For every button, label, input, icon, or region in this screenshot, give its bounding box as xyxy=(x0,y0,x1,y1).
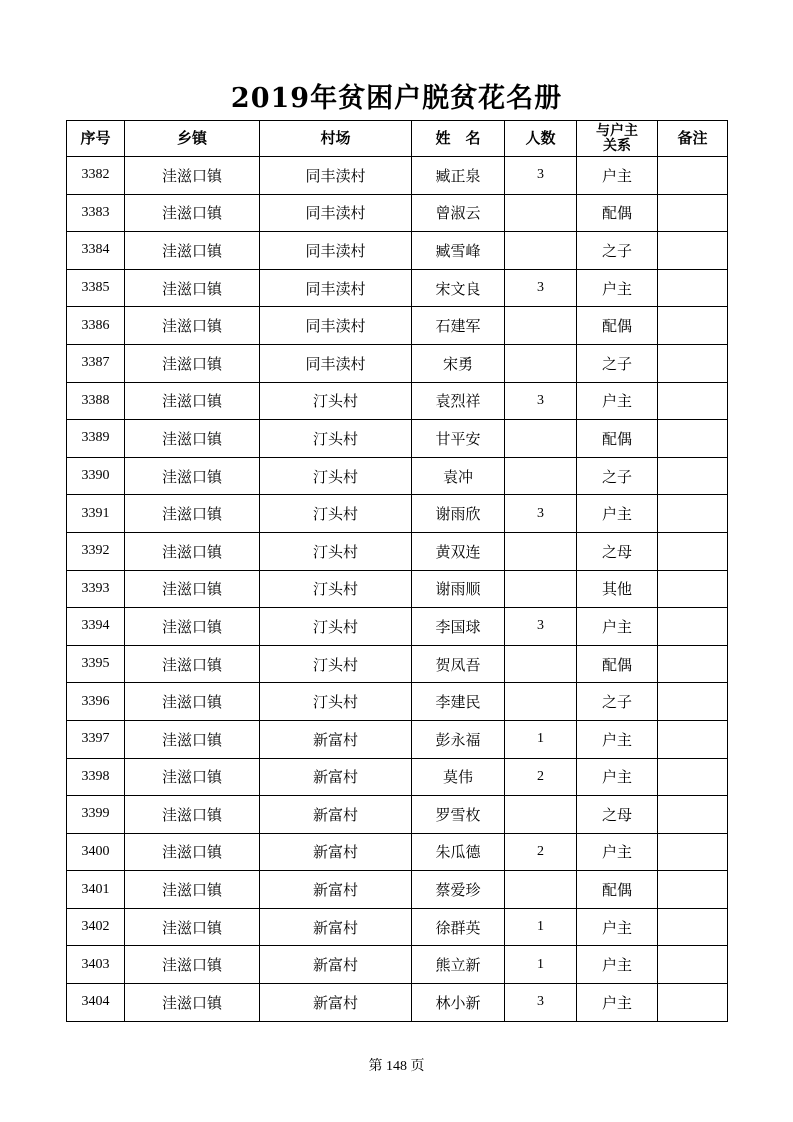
cell-village: 新富村 xyxy=(260,720,412,758)
cell-count xyxy=(505,344,577,382)
cell-village: 同丰渎村 xyxy=(260,307,412,345)
cell-town: 洼滋口镇 xyxy=(125,645,260,683)
cell-relation: 户主 xyxy=(577,495,658,533)
cell-count: 3 xyxy=(505,382,577,420)
cell-seq: 3396 xyxy=(67,683,125,721)
table-row xyxy=(67,833,728,871)
cell-relation: 之子 xyxy=(577,457,658,495)
cell-seq: 3397 xyxy=(67,720,125,758)
cell-town: 洼滋口镇 xyxy=(125,194,260,232)
cell-seq: 3401 xyxy=(67,871,125,909)
table-row xyxy=(67,495,728,533)
cell-note xyxy=(658,608,728,646)
cell-town: 洼滋口镇 xyxy=(125,683,260,721)
cell-relation: 户主 xyxy=(577,382,658,420)
cell-town: 洼滋口镇 xyxy=(125,908,260,946)
cell-count: 2 xyxy=(505,833,577,871)
cell-village: 新富村 xyxy=(260,796,412,834)
cell-seq: 3387 xyxy=(67,344,125,382)
cell-village: 汀头村 xyxy=(260,645,412,683)
cell-relation: 户主 xyxy=(577,720,658,758)
cell-seq: 3394 xyxy=(67,608,125,646)
cell-count xyxy=(505,796,577,834)
cell-village: 同丰渎村 xyxy=(260,194,412,232)
cell-village: 汀头村 xyxy=(260,608,412,646)
cell-note xyxy=(658,157,728,195)
table-row xyxy=(67,908,728,946)
cell-count xyxy=(505,194,577,232)
header-count: 人数 xyxy=(505,121,577,157)
cell-name: 熊立新 xyxy=(412,946,505,984)
cell-name: 宋文良 xyxy=(412,269,505,307)
cell-village: 汀头村 xyxy=(260,683,412,721)
cell-village: 汀头村 xyxy=(260,570,412,608)
cell-relation: 户主 xyxy=(577,908,658,946)
cell-name: 曾淑云 xyxy=(412,194,505,232)
cell-seq: 3386 xyxy=(67,307,125,345)
table-row xyxy=(67,984,728,1022)
table-row xyxy=(67,946,728,984)
cell-note xyxy=(658,570,728,608)
cell-count xyxy=(505,645,577,683)
cell-name: 贺凤吾 xyxy=(412,645,505,683)
cell-seq: 3403 xyxy=(67,946,125,984)
cell-note xyxy=(658,495,728,533)
cell-note xyxy=(658,457,728,495)
cell-village: 新富村 xyxy=(260,946,412,984)
cell-name: 袁烈祥 xyxy=(412,382,505,420)
cell-seq: 3398 xyxy=(67,758,125,796)
cell-seq: 3384 xyxy=(67,232,125,270)
cell-seq: 3400 xyxy=(67,833,125,871)
table-row xyxy=(67,570,728,608)
table-row xyxy=(67,194,728,232)
cell-relation: 配偶 xyxy=(577,194,658,232)
cell-note xyxy=(658,833,728,871)
cell-note xyxy=(658,269,728,307)
header-seq: 序号 xyxy=(67,121,125,157)
roster-table xyxy=(66,120,728,1022)
cell-name: 甘平安 xyxy=(412,420,505,458)
cell-name: 李国球 xyxy=(412,608,505,646)
cell-relation: 配偶 xyxy=(577,420,658,458)
cell-note xyxy=(658,382,728,420)
cell-town: 洼滋口镇 xyxy=(125,307,260,345)
cell-note xyxy=(658,908,728,946)
cell-town: 洼滋口镇 xyxy=(125,984,260,1022)
cell-name: 石建军 xyxy=(412,307,505,345)
table-row xyxy=(67,720,728,758)
cell-village: 新富村 xyxy=(260,984,412,1022)
cell-town: 洼滋口镇 xyxy=(125,420,260,458)
cell-count: 3 xyxy=(505,495,577,533)
cell-village: 新富村 xyxy=(260,758,412,796)
cell-name: 臧正泉 xyxy=(412,157,505,195)
header-name: 姓 名 xyxy=(412,121,505,157)
cell-count xyxy=(505,232,577,270)
table-row xyxy=(67,683,728,721)
cell-count: 2 xyxy=(505,758,577,796)
cell-note xyxy=(658,194,728,232)
cell-town: 洼滋口镇 xyxy=(125,720,260,758)
cell-village: 新富村 xyxy=(260,871,412,909)
cell-seq: 3382 xyxy=(67,157,125,195)
cell-seq: 3393 xyxy=(67,570,125,608)
cell-note xyxy=(658,720,728,758)
cell-village: 同丰渎村 xyxy=(260,269,412,307)
cell-count xyxy=(505,420,577,458)
cell-count: 3 xyxy=(505,157,577,195)
cell-town: 洼滋口镇 xyxy=(125,758,260,796)
cell-relation: 配偶 xyxy=(577,871,658,909)
cell-count: 3 xyxy=(505,984,577,1022)
cell-town: 洼滋口镇 xyxy=(125,608,260,646)
cell-seq: 3388 xyxy=(67,382,125,420)
cell-village: 汀头村 xyxy=(260,457,412,495)
table-row xyxy=(67,871,728,909)
header-relation-line1: 与户主 xyxy=(596,122,638,139)
cell-relation: 配偶 xyxy=(577,645,658,683)
header-village: 村场 xyxy=(260,121,412,157)
header-relation xyxy=(577,121,658,157)
cell-note xyxy=(658,984,728,1022)
cell-name: 袁冲 xyxy=(412,457,505,495)
cell-town: 洼滋口镇 xyxy=(125,344,260,382)
cell-town: 洼滋口镇 xyxy=(125,269,260,307)
header-relation-line2: 关系 xyxy=(603,137,631,154)
cell-note xyxy=(658,871,728,909)
cell-relation: 之母 xyxy=(577,796,658,834)
cell-town: 洼滋口镇 xyxy=(125,382,260,420)
table-row xyxy=(67,608,728,646)
cell-village: 汀头村 xyxy=(260,495,412,533)
cell-town: 洼滋口镇 xyxy=(125,871,260,909)
cell-name: 臧雪峰 xyxy=(412,232,505,270)
cell-count xyxy=(505,683,577,721)
table-header-row xyxy=(67,121,728,157)
cell-relation: 户主 xyxy=(577,157,658,195)
page-footer: 第 148 页 xyxy=(368,1059,425,1074)
cell-village: 新富村 xyxy=(260,908,412,946)
cell-note xyxy=(658,344,728,382)
cell-town: 洼滋口镇 xyxy=(125,157,260,195)
table-row xyxy=(67,645,728,683)
cell-name: 林小新 xyxy=(412,984,505,1022)
cell-relation: 户主 xyxy=(577,608,658,646)
cell-village: 同丰渎村 xyxy=(260,157,412,195)
cell-relation: 之子 xyxy=(577,344,658,382)
cell-village: 新富村 xyxy=(260,833,412,871)
cell-town: 洼滋口镇 xyxy=(125,532,260,570)
cell-count: 1 xyxy=(505,720,577,758)
cell-count: 1 xyxy=(505,946,577,984)
cell-seq: 3392 xyxy=(67,532,125,570)
table-row xyxy=(67,344,728,382)
table-row xyxy=(67,796,728,834)
cell-name: 蔡爱珍 xyxy=(412,871,505,909)
table-row xyxy=(67,758,728,796)
cell-note xyxy=(658,232,728,270)
cell-name: 谢雨顺 xyxy=(412,570,505,608)
cell-seq: 3385 xyxy=(67,269,125,307)
cell-count: 1 xyxy=(505,908,577,946)
cell-town: 洼滋口镇 xyxy=(125,946,260,984)
header-note: 备注 xyxy=(658,121,728,157)
cell-seq: 3395 xyxy=(67,645,125,683)
cell-seq: 3383 xyxy=(67,194,125,232)
header-town: 乡镇 xyxy=(125,121,260,157)
cell-count xyxy=(505,307,577,345)
table-row xyxy=(67,232,728,270)
cell-seq: 3391 xyxy=(67,495,125,533)
cell-name: 罗雪枚 xyxy=(412,796,505,834)
table-row xyxy=(67,269,728,307)
cell-seq: 3404 xyxy=(67,984,125,1022)
cell-seq: 3399 xyxy=(67,796,125,834)
cell-seq: 3390 xyxy=(67,457,125,495)
table-row xyxy=(67,382,728,420)
cell-town: 洼滋口镇 xyxy=(125,495,260,533)
table-row xyxy=(67,307,728,345)
cell-relation: 户主 xyxy=(577,946,658,984)
cell-note xyxy=(658,758,728,796)
cell-relation: 之母 xyxy=(577,532,658,570)
cell-note xyxy=(658,420,728,458)
cell-note xyxy=(658,307,728,345)
cell-relation: 户主 xyxy=(577,984,658,1022)
cell-village: 同丰渎村 xyxy=(260,344,412,382)
table-row xyxy=(67,532,728,570)
cell-town: 洼滋口镇 xyxy=(125,796,260,834)
cell-name: 李建民 xyxy=(412,683,505,721)
cell-count xyxy=(505,871,577,909)
cell-town: 洼滋口镇 xyxy=(125,570,260,608)
cell-relation: 之子 xyxy=(577,232,658,270)
cell-relation: 户主 xyxy=(577,758,658,796)
table-body xyxy=(67,157,728,1022)
cell-name: 徐群英 xyxy=(412,908,505,946)
cell-name: 黄双连 xyxy=(412,532,505,570)
cell-count xyxy=(505,457,577,495)
cell-note xyxy=(658,645,728,683)
cell-note xyxy=(658,796,728,834)
cell-count xyxy=(505,532,577,570)
cell-village: 汀头村 xyxy=(260,420,412,458)
cell-name: 彭永福 xyxy=(412,720,505,758)
cell-relation: 配偶 xyxy=(577,307,658,345)
cell-seq: 3389 xyxy=(67,420,125,458)
cell-village: 汀头村 xyxy=(260,382,412,420)
cell-village: 同丰渎村 xyxy=(260,232,412,270)
cell-name: 莫伟 xyxy=(412,758,505,796)
table-row xyxy=(67,157,728,195)
cell-relation: 其他 xyxy=(577,570,658,608)
cell-relation: 户主 xyxy=(577,269,658,307)
cell-name: 朱瓜德 xyxy=(412,833,505,871)
cell-note xyxy=(658,532,728,570)
cell-relation: 户主 xyxy=(577,833,658,871)
cell-note xyxy=(658,683,728,721)
table-row xyxy=(67,420,728,458)
cell-seq: 3402 xyxy=(67,908,125,946)
cell-name: 谢雨欣 xyxy=(412,495,505,533)
cell-count xyxy=(505,570,577,608)
cell-note xyxy=(658,946,728,984)
cell-town: 洼滋口镇 xyxy=(125,833,260,871)
cell-relation: 之子 xyxy=(577,683,658,721)
table-row xyxy=(67,457,728,495)
cell-count: 3 xyxy=(505,608,577,646)
cell-count: 3 xyxy=(505,269,577,307)
cell-town: 洼滋口镇 xyxy=(125,457,260,495)
cell-name: 宋勇 xyxy=(412,344,505,382)
cell-town: 洼滋口镇 xyxy=(125,232,260,270)
cell-village: 汀头村 xyxy=(260,532,412,570)
document-title: 2019年贫困户脱贫花名册 xyxy=(230,83,563,114)
